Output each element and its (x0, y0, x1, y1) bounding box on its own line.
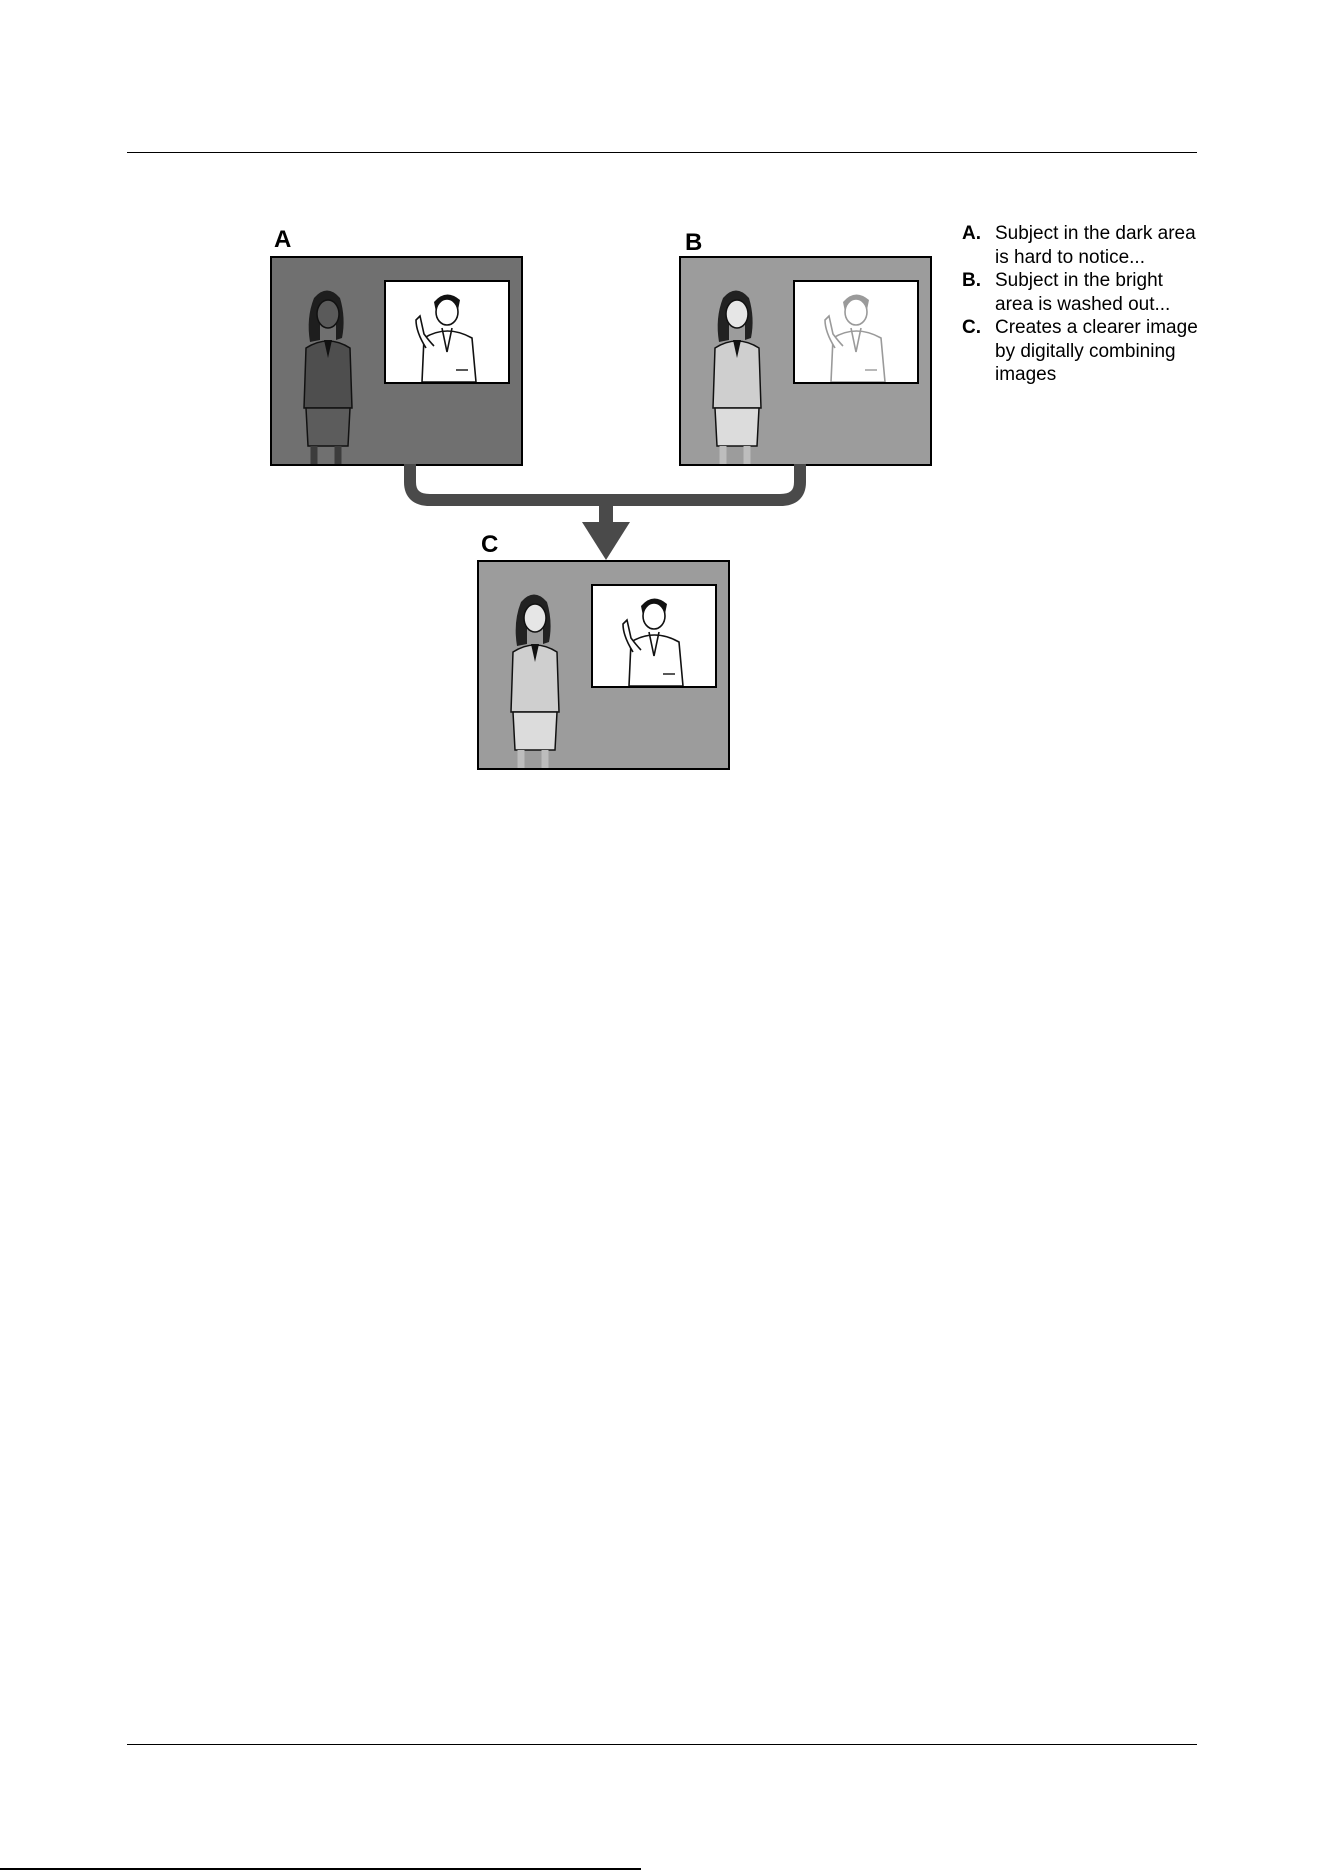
legend-item-b (962, 269, 1202, 316)
panel-b-bright-image (679, 256, 932, 466)
header-rule (127, 152, 1197, 153)
woman-figure-visible (701, 278, 771, 466)
woman-figure-dark (292, 278, 362, 466)
legend-key: A. (962, 223, 981, 244)
panel-b-label: B (685, 229, 703, 256)
legend-item-c (962, 316, 1202, 387)
legend-key: B. (962, 270, 981, 291)
merge-arrow (400, 464, 810, 564)
panel-a-dark-image (270, 256, 523, 466)
woman-figure-clear (499, 582, 569, 770)
panel-a-label: A (274, 226, 292, 253)
legend (962, 222, 1202, 387)
panel-c-label: C (481, 531, 499, 558)
legend-text: Creates a clearer image by digitally combining images (995, 317, 1198, 385)
legend-text: Subject in the dark area is hard to notice... (995, 223, 1196, 268)
man-inset-washed-out (793, 280, 919, 384)
footer-rule (127, 1744, 1197, 1745)
panel-c-combined-image (477, 560, 730, 770)
footnote-rule (0, 1868, 641, 1870)
man-inset-clear (384, 280, 510, 384)
legend-key: C. (962, 317, 981, 338)
man-inset-combined (591, 584, 717, 688)
legend-item-a (962, 222, 1202, 269)
legend-text: Subject in the bright area is washed out... (995, 270, 1171, 315)
